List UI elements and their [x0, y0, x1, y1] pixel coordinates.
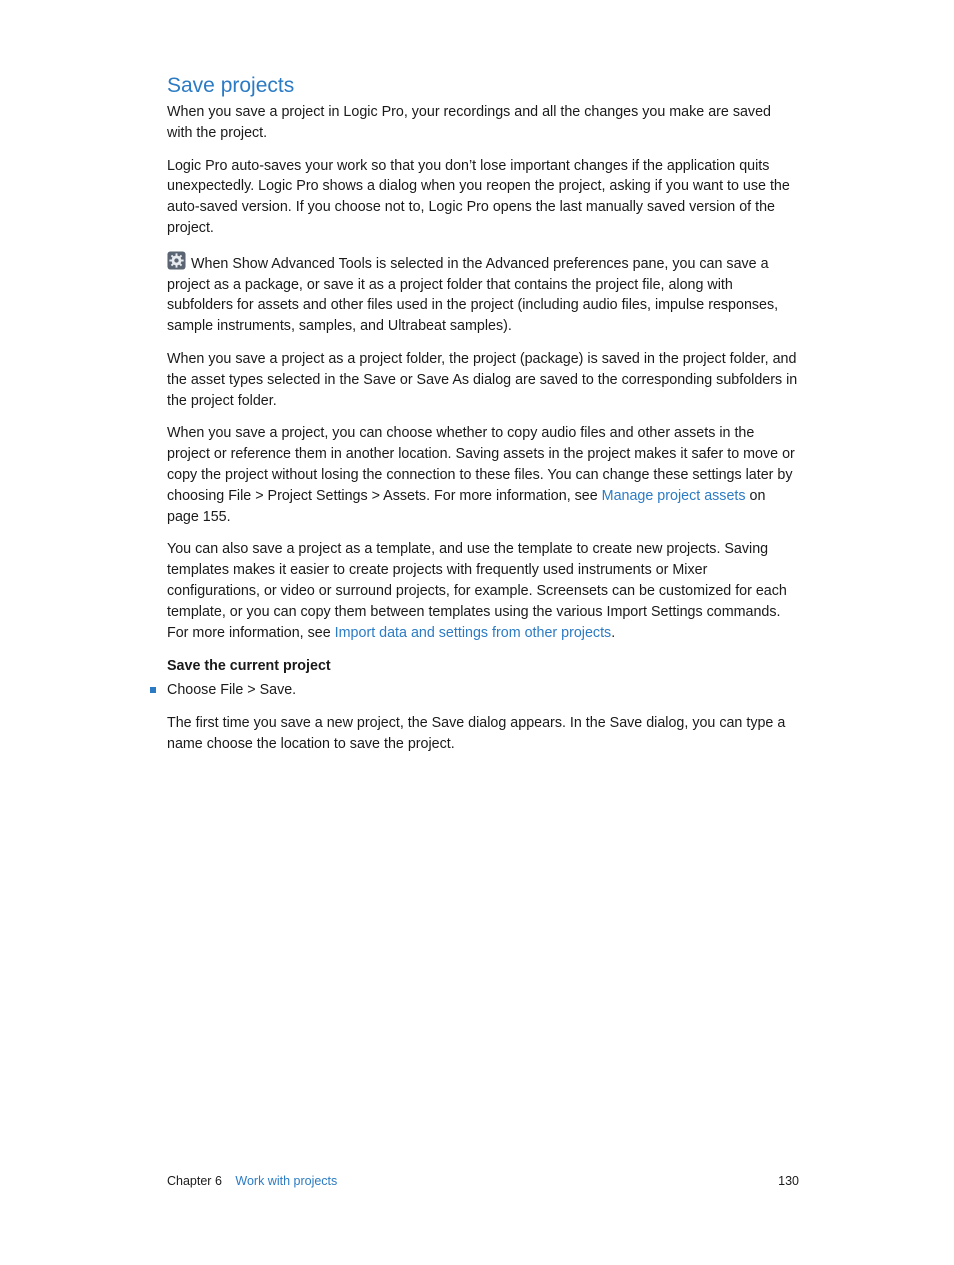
chapter-label: Chapter 6	[167, 1174, 222, 1188]
intro-paragraph: When you save a project in Logic Pro, your recordings and all the changes you make are saved with the project.	[167, 104, 771, 141]
page-number: 130	[778, 1174, 799, 1188]
templates-text-before: You can also save a project as a template, and use the template to create new projects. Saving templates makes it easier to create projects with frequently used instruments or Mixer configurations, or video or surround projects, for example. Screensets can be customized for each template, or you can copy them between templates using the various Import Settings commands. For more information, see	[167, 541, 787, 641]
list-item-text: Choose File > Save.	[167, 682, 297, 699]
save-dialog-paragraph: The first time you save a new project, the Save dialog appears. In the Save dialog, you can type a name choose the location to save the project.	[167, 714, 786, 752]
templates-text-after: .	[611, 624, 616, 641]
import-data-link[interactable]: Import data and settings from other projects	[334, 624, 612, 641]
page-content	[167, 72, 799, 767]
templates-paragraph	[167, 539, 799, 643]
chapter-title-link[interactable]: Work with projects	[235, 1174, 338, 1188]
advanced-tools-paragraph	[167, 251, 799, 337]
advanced-tools-text: When Show Advanced Tools is selected in the Advanced preferences pane, you can save a project as a package, or save it as a project folder that contains the project file, along with subfolders for assets and other files used in the project (including audio files, impulse responses, sample instruments, samples, and Ultrabeat samples).	[167, 255, 779, 335]
list-item	[167, 680, 799, 701]
autosave-paragraph: Logic Pro auto-saves your work so that you don’t lose important changes if the application quits unexpectedly. Logic Pro shows a dialog when you reopen the project, asking if you want to use the auto-saved version. If you choose not to, Logic Pro opens the last manually saved version of the project.	[167, 157, 790, 236]
assets-paragraph	[167, 423, 799, 527]
project-folder-paragraph: When you save a project as a project folder, the project (package) is saved in the project folder, and the asset types selected in the Save or Save As dialog are saved to the corresponding subfolders in the project folder.	[167, 350, 798, 409]
task-heading: Save the current project	[167, 658, 331, 675]
assets-text-after: on page 155.	[167, 487, 766, 525]
section-title: Save projects	[167, 74, 295, 97]
gear-icon	[167, 251, 186, 270]
square-bullet-icon	[150, 687, 156, 693]
page-footer	[167, 1173, 799, 1189]
assets-text-before: When you save a project, you can choose whether to copy audio files and other assets in the project or reference them in another location. Saving assets in the project makes it safer to move or copy the project without losing the connection to these files. You can change these settings later by choosing File > Project Settings > Assets. For more information, see	[167, 425, 795, 504]
manage-project-assets-link[interactable]: Manage project assets	[601, 487, 746, 504]
